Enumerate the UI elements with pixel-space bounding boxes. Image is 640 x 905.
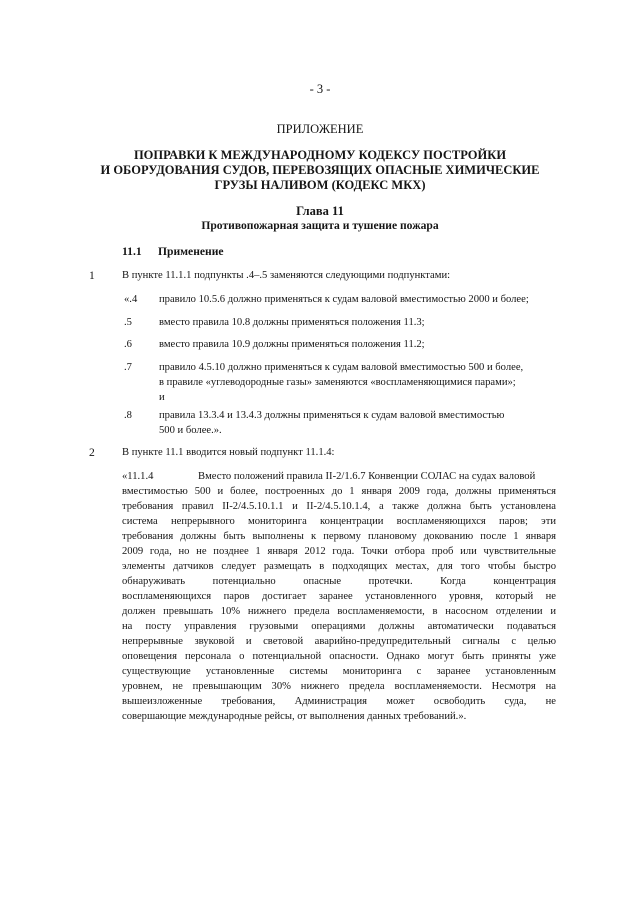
subitem-number: .7 [124,362,132,373]
subitem-text: правила 13.3.4 и 13.4.3 должны применяться к судам валовой вместимостью [159,410,505,421]
subitem-number: .8 [124,410,132,421]
subitem-text: вместо правила 10.9 должны применяться положения 11.2; [159,339,425,350]
paragraph-line: вместимостью 500 и более, построенных до 1 января 2009 года, должны применяться [122,486,556,497]
paragraph-line: непрерывные звуковой и световой аварийно-предупредительный сигналы с целью [122,636,556,647]
subitem-number: «11.1.4 [122,471,154,482]
paragraph-line: на посту управления грузовыми операциями должны автоматически подаваться [122,621,556,632]
section-title: Применение [158,245,224,258]
paragraph-line: требования правил II-2/4.5.10.1.1 и II-2/4.5.10.1.4, а также должна быть установлена [122,501,556,512]
paragraph-line: система непрерывного мониторинга концентрации воспламеняющихся паров; эти [122,516,556,527]
paragraph-line: должен превышать 10% нижнего предела воспламеняемости, в насосном отделении и [122,606,556,617]
subitem-text: вместо правила 10.8 должны применяться положения 11.3; [159,317,425,328]
title-line-1: ПОПРАВКИ К МЕЖДУНАРОДНОМУ КОДЕКСУ ПОСТРОЙКИ [133,148,507,162]
annex-label: ПРИЛОЖЕНИЕ [276,122,364,136]
paragraph-line: уровнем, не превышающим 30% нижнего предела воспламеняемости. Несмотря на [122,681,556,692]
subitem-number: .5 [124,317,132,328]
subitem-text: правило 10.5.6 должно применяться к судам валовой вместимостью 2000 и более; [159,294,529,305]
paragraph-line: обнаруживать потенциально опасные протечки. Когда концентрация [122,576,556,587]
item-1-intro: В пункте 11.1.1 подпункты .4–.5 заменяются следующими подпунктами: [122,270,451,281]
chapter-title: Противопожарная защита и тушение пожара [201,219,439,232]
subitem-number: .6 [124,339,132,350]
section-number: 11.1 [122,245,142,258]
paragraph-line: воспламеняющихся паров достигает заранее установленного уровня, который не [122,591,556,602]
paragraph-line: элементы датчиков следует размещать в подходящих местах, для того чтобы быстро [122,561,556,572]
subitem-text: правило 4.5.10 должно применяться к судам валовой вместимостью 500 и более, [159,362,524,373]
title-line-3: ГРУЗЫ НАЛИВОМ (КОДЕКС МКХ) [214,178,426,192]
paragraph-first-line: Вместо положений правила II-2/1.6.7 Конвенции СОЛАС на судах валовой [198,471,536,482]
page-number: - 3 - [309,82,331,96]
subitem-text: и [159,392,165,403]
item-1-number: 1 [89,269,95,282]
paragraph-line: существующие установленные системы мониторинга с заранее установленным [122,666,556,677]
subitem-number: «.4 [124,294,138,305]
subitem-text: в правиле «углеводородные газы» заменяются «воспламеняющимися парами»; [159,377,516,388]
chapter-label: Глава 11 [296,204,344,218]
paragraph-line: оповещения персонала о потенциальной опасности. Однако могут быть приняты уже [122,651,556,662]
paragraph-line: совершающие международные рейсы, от выполнения данных требований.». [122,711,467,722]
item-2-number: 2 [89,446,95,459]
item-2-intro: В пункте 11.1 вводится новый подпункт 11.1.4: [122,447,335,458]
paragraph-line: 2009 года, но не позднее 1 января 2012 года. Точки отбора проб или чувствительные [122,546,556,557]
paragraph-line: требования должны быть выполнены к первому плановому докованию после 1 января [122,531,556,542]
title-line-2: И ОБОРУДОВАНИЯ СУДОВ, ПЕРЕВОЗЯЩИХ ОПАСНЫЕ ХИМИЧЕСКИЕ [100,163,540,177]
paragraph-line: вышеизложенные требования, Администрация может освободить суда, не [122,696,556,707]
subitem-text: 500 и более.». [159,425,222,436]
